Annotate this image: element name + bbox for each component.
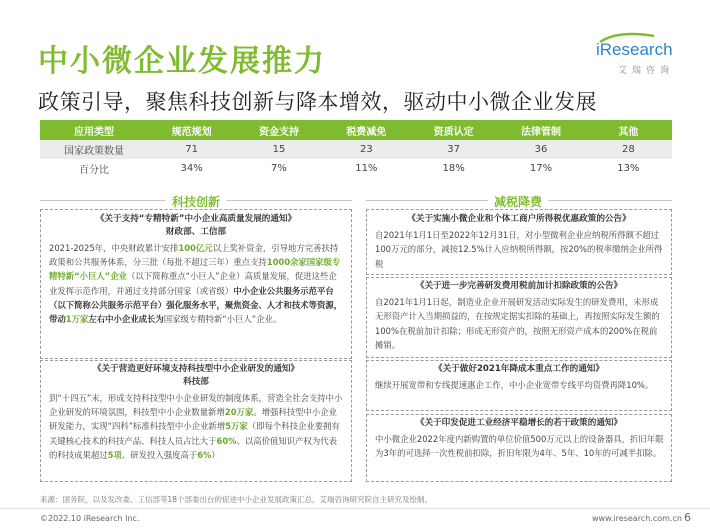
policy-card-body <box>41 239 351 326</box>
body-text: ） <box>211 449 220 460</box>
table-cell: 13% <box>585 159 672 178</box>
table-header-cell: 资金支持 <box>235 120 322 140</box>
section-label-tech-innovation: 科技创新 <box>166 193 226 210</box>
policy-card-title: 《关于支持“专精特新”中小企业高质量发展的通知》 <box>95 214 297 224</box>
highlighted-text: 1万家 <box>65 314 89 325</box>
table-cell: 11% <box>323 159 410 178</box>
logo-subtext: 艾瑞咨询 <box>618 66 675 76</box>
policy-card-title: 《关于印发促进工业经济平稳增长的若干政策的通知》 <box>415 418 623 428</box>
table-row <box>40 140 672 159</box>
policy-card-org: 科技部 <box>183 377 209 387</box>
table-cell: 7% <box>235 159 322 178</box>
iresearch-logo <box>596 40 676 80</box>
policy-card <box>366 277 672 358</box>
logo-swoosh-icon <box>598 32 658 44</box>
body-text: 、研发投入强度高于 <box>121 449 198 460</box>
policy-card-body <box>367 293 671 353</box>
highlighted-text: 中小企业公共服务示范平台（以下简称公共服务示范平台）强化服务水平，聚焦资金、人才和技术等资源，带动 <box>49 285 343 325</box>
highlighted-text: 60% <box>216 435 237 446</box>
policy-card-body <box>41 389 351 462</box>
policy-count-table <box>40 120 672 178</box>
highlighted-text: 1000余家国家级专精特新“小巨人”企业 <box>49 257 341 282</box>
body-text: 。增强科技型中小企业研发能力，实现“四科”标准科技型中小企业新增 <box>49 407 338 432</box>
policy-card-org: 财政部、工信部 <box>165 227 227 237</box>
policy-card-title: 《关于做好2021年降成本重点工作的通知》 <box>433 364 604 374</box>
table-cell: 37 <box>410 140 497 159</box>
table-cell: 18% <box>410 159 497 178</box>
body-text: 国家级专精特新“小巨人”企业。 <box>163 314 282 325</box>
table-row <box>40 159 672 178</box>
page-title: 中小微企业发展推力 <box>38 44 326 79</box>
footer-divider <box>0 508 710 509</box>
body-text: 自2021年1月1日起，制造业企业开展研发活动实际发生的研发费用，未形成无形资产计入当期损益的，在按规定据实扣除的基础上，再按照实际发生额的100%在税前加计扣除；形成无形资产的，按照无形资产成本的200%在税前摊销。 <box>375 297 660 351</box>
table-cell: 28 <box>585 140 672 159</box>
table-cell: 15 <box>235 140 322 159</box>
highlighted-text: 左右中小企业成长为 <box>88 314 164 325</box>
policy-card-body <box>367 376 671 392</box>
table-cell: 17% <box>497 159 584 178</box>
body-text: 自2021年1月1日至2022年12月31日，对小型微利企业应纳税所得额不超过100万元的部分，减按12.5%计入应纳税所得额，按20%的税率缴纳企业所得税 <box>375 230 663 269</box>
website-link[interactable]: www.iresearch.com.cn <box>592 514 682 523</box>
policy-card-body <box>367 226 671 271</box>
table-cell: 国家政策数量 <box>40 140 148 159</box>
section-label-tax-reduction: 减税降费 <box>488 193 548 210</box>
policy-card <box>366 414 672 482</box>
highlighted-text: 5万家 <box>225 421 248 432</box>
body-text: 以上奖补资金，引导地方完善扶持政策和公共服务体系，分三批（每批不超过三年）重点支持 <box>49 243 339 268</box>
body-text: 到“十四五”末，形成支持科技型中小企业研发的制度体系，营造全社会支持中小企业研发的环境氛围，科技型中小企业数量新增 <box>49 393 343 418</box>
policy-card-title: 《关于进一步完善研发费用税前加计扣除政策的公告》 <box>415 281 623 291</box>
policy-card-body <box>367 430 671 461</box>
table-header-cell: 应用类型 <box>40 120 148 140</box>
highlighted-text: 5项 <box>107 449 122 460</box>
policy-card <box>366 209 672 275</box>
table-cell: 34% <box>148 159 235 178</box>
table-cell: 36 <box>497 140 584 159</box>
body-text: 中小微企业2022年度内新购置的单位价值500万元以上的设备器具，折旧年限为3年的可选择一次性税前扣除，折旧年限为4年、5年、10年的可减半扣除。 <box>375 434 664 459</box>
table-header-cell: 资质认定 <box>410 120 497 140</box>
body-text: 、以高价值知识产权为代表的科技成果超过 <box>49 435 338 460</box>
policy-card-title: 《关于实施小微企业和个体工商户所得税优惠政策的公告》 <box>407 214 631 224</box>
policy-card-title: 《关于营造更好环境支持科技型中小企业研发的通知》 <box>92 364 300 374</box>
table-header-cell: 法律管制 <box>497 120 584 140</box>
highlighted-text: 6% <box>197 449 212 460</box>
body-text: 2021-2025年，中央财政累计安排 <box>49 243 179 253</box>
body-text: 继续开展宽带和专线提速惠企工作，中小企业宽带专线平均资费再降10%。 <box>375 380 654 390</box>
policy-card <box>40 209 352 359</box>
logo-text: iResearch <box>596 40 673 59</box>
table-header-cell: 其他 <box>585 120 672 140</box>
table-cell: 71 <box>148 140 235 159</box>
policy-card <box>366 360 672 411</box>
page-subtitle: 政策引导，聚焦科技创新与降本增效，驱动中小微企业发展 <box>38 90 597 114</box>
page-number: 6 <box>684 511 691 524</box>
copyright: ©2022.10 iResearch Inc. <box>40 514 140 523</box>
policy-card <box>40 360 352 482</box>
table-header-row <box>40 120 672 140</box>
table-header-cell: 税费减免 <box>323 120 410 140</box>
source-note: 来源：国务院，以及发改委、工信部等18个部委出台的促进中小企业发展政策汇总，艾瑞咨询研究院自主研究及绘制。 <box>40 495 433 504</box>
highlighted-text: 20万家 <box>224 407 254 418</box>
body-text: （以下简称重点“小巨人”企业）高质量发展，促进这些企业发挥示范作用，并通过支持部分国家（或省级） <box>49 271 337 296</box>
table-header-cell: 规范规划 <box>148 120 235 140</box>
table-cell: 23 <box>323 140 410 159</box>
table-cell: 百分比 <box>40 159 148 178</box>
highlighted-text: 100亿元 <box>178 243 213 253</box>
body-text: （即每个科技企业要拥有关键核心技术的科技产品、科技人员占比大于 <box>49 421 340 446</box>
